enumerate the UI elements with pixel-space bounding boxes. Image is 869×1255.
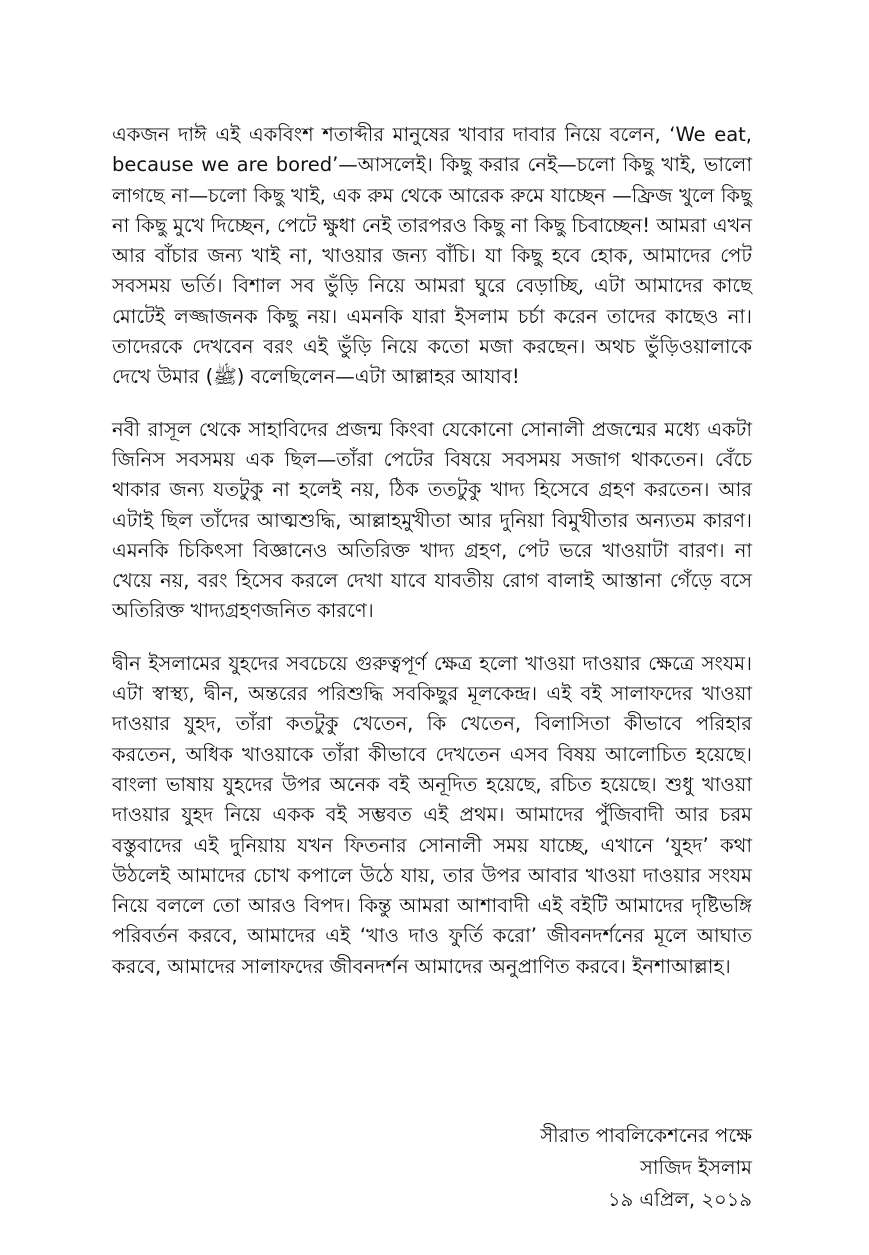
signature-name: সাজিদ ইসলাম <box>639 1156 752 1179</box>
paragraph-2: নবী রাসূল থেকে সাহাবিদের প্রজন্ম কিংবা যেকোনো সোনালী প্রজন্মের মধ্যে একটা জিনিস সবসময় এক ছিল—তাঁরা পেটের বিষয়ে সবসময় সজাগ থাকতেন। বেঁচে থাকার জন্য যতটুকু না হলেই নয়, ঠিক ততটুকু খাদ্য হিসেবে গ্রহণ করতেন। আর এটাই ছিল তাঁদের আত্মশুদ্ধি, আল্লাহমুখীতা আর দুনিয়া বিমুখীতার অন্যতম কারণ। এমনকি চিকিৎসা বিজ্ঞানেও অতিরিক্ত খাদ্য গ্রহণ, পেট ভরে খাওয়াটা বারণ। না খেয়ে নয়, বরং হিসেব করলে দেখা যাবে যাবতীয় রোগ বালাই আস্তানা গেঁড়ে বসে অতিরিক্ত খাদ্যগ্রহণজনিত কারণে। <box>112 417 752 623</box>
paragraph-3: দ্বীন ইসলামের যুহদের সবচেয়ে গুরুত্বপূর্ণ ক্ষেত্র হলো খাওয়া দাওয়ার ক্ষেত্রে সংযম। এটা স্বাস্থ্য, দ্বীন, অন্তরের পরিশুদ্ধি সবকিছুর মূলকেন্দ্র। এই বই সালাফদের খাওয়া দাওয়ার যুহদ, তাঁরা কতটুকু খেতেন, কি খেতেন, বিলাসিতা কীভাবে পরিহার করতেন, অধিক খাওয়াকে তাঁরা কীভাবে দেখতেন এসব বিষয় আলোচিত হয়েছে। বাংলা ভাষায় যুহদের উপর অনেক বই অনূদিত হয়েছে, রচিত হয়েছে। শুধু খাওয়া দাওয়ার যুহদ নিয়ে একক বই সম্ভবত এই প্রথম। আমাদের পুঁজিবাদী আর চরম বস্তুবাদের এই দুনিয়ায় যখন ফিতনার সোনালী সময় যাচ্ছে, এখানে ‘যুহদ’ কথা উঠলেই আমাদের চোখ কপালে উঠে যায়, তার উপর আবার খাওয়া দাওয়ার সংযম নিয়ে বললে তো আরও বিপদ। কিন্তু আমরা আশাবাদী এই বইটি আমাদের দৃষ্টিভঙ্গি পরিবর্তন করবে, আমাদের এই ‘খাও দাও ফুর্তি করো’ জীবনদর্শনের মূলে আঘাত করবে, আমাদের সালাফদের জীবনদর্শন আমাদের অনুপ্রাণিত করবে। ইনশাআল্লাহ। <box>112 651 752 978</box>
paragraph-1: একজন দাঈ এই একবিংশ শতাব্দীর মানুষের খাবার দাবার নিয়ে বলেন, ‘We eat, because we are bored’—আসলেই। কিছু করার নেই—চলো কিছু খাই, ভালো লাগছে না—চলো কিছু খাই, এক রুম থেকে আরেক রুমে যাচ্ছেন —ফ্রিজ খুলে কিছু না কিছু মুখে দিচ্ছেন, পেটে ক্ষুধা নেই তারপরও কিছু না কিছু চিবাচ্ছেন! আমরা এখন আর বাঁচার জন্য খাই না, খাওয়ার জন্য বাঁচি। যা কিছু হবে হোক, আমাদের পেট সবসময় ভর্তি। বিশাল সব ভুঁড়ি নিয়ে আমরা ঘুরে বেড়াচ্ছি, এটা আমাদের কাছে মোটেই লজ্জাজনক কিছু নয়। এমনকি যারা ইসলাম চর্চা করেন তাদের কাছেও না। তাদেরকে দেখবেন বরং এই ভুঁড়ি নিয়ে কতো মজা করছেন। অথচ ভুঁড়িওয়ালাকে দেখে উমার (ﷺ) বলেছিলেন—এটা আল্লাহর আযাব! <box>112 123 752 389</box>
signature-on-behalf: সীরাত পাবলিকেশনের পক্ষে <box>540 1124 752 1147</box>
signature-date: ১৯ এপ্রিল, ২০১৯ <box>607 1188 752 1211</box>
signature-block <box>540 1120 752 1216</box>
